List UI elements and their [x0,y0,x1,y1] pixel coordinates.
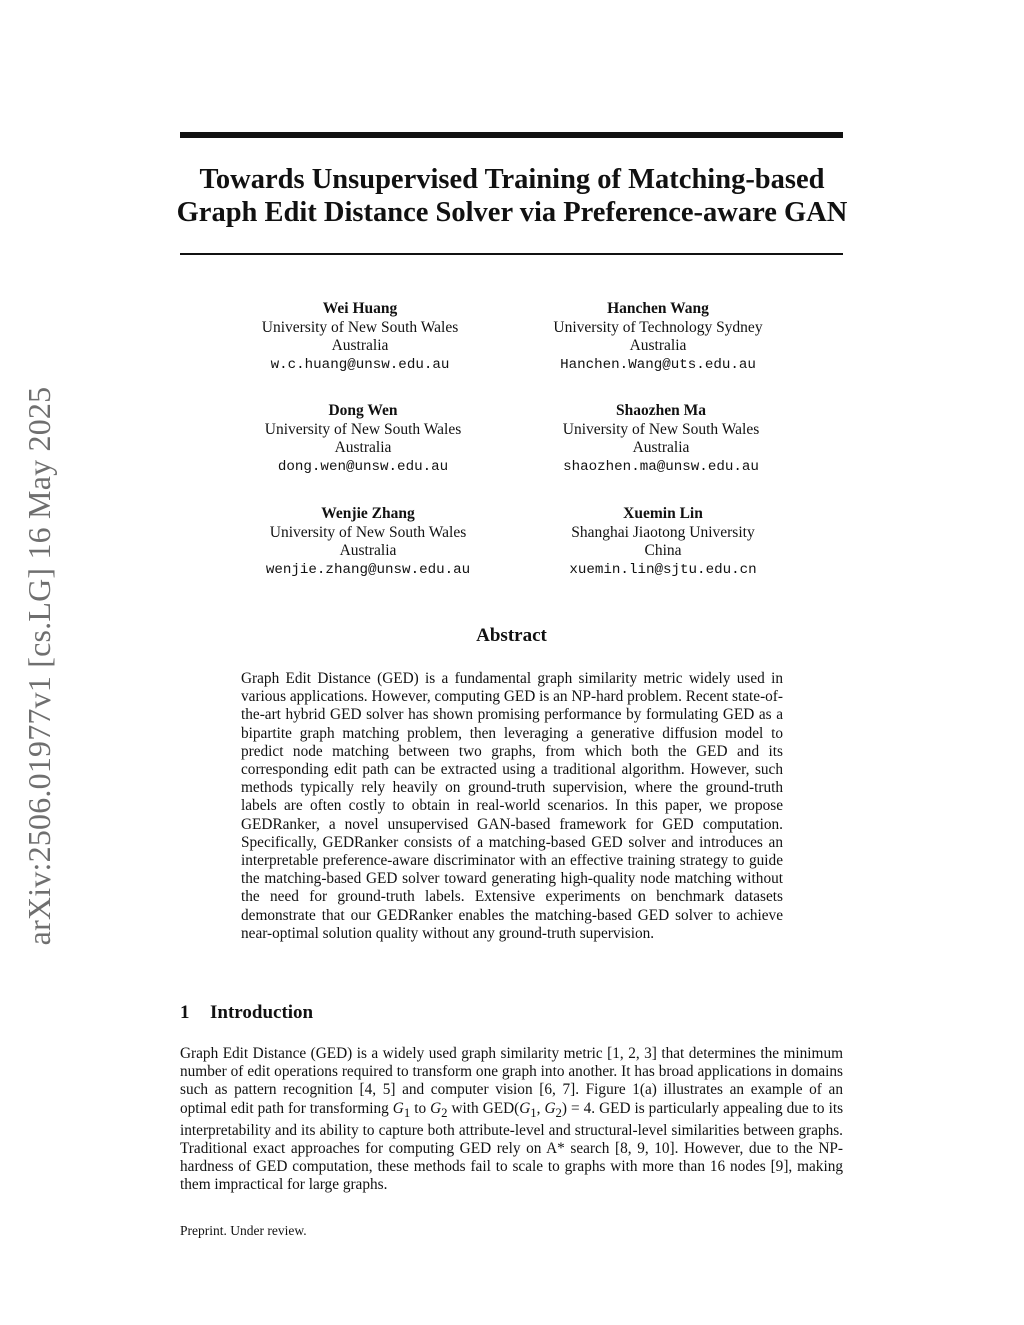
intro-text-part-1: Graph Edit Distance (GED) is a widely used graph similarity metric [1, 2, 3] that determines the minimum number of edit operations required to transform one graph into another. It has broad applications in domains such as pattern recognition [4, 5] and computer vision [6, 7]. Figure 1(a) illustrates an example of an optimal edit path for transforming [180,1045,843,1117]
author-email[interactable]: Hanchen.Wang@uts.edu.au [560,356,756,373]
author-name: Shaozhen Ma [616,402,706,419]
author-name: Xuemin Lin [623,505,703,522]
author-block [491,402,831,476]
footer-note: Preprint. Under review. [180,1223,307,1238]
intro-text-part-2: GED is particularly appealing due to its interpretability and its ability to capture both attribute-level and structural-level similarities between graphs. Traditional exact approaches for computing GED rely on A* search [8, 9, 10]. However, due to the NP-hardness of GED computation, these methods fail to scale to graphs with more than 16 nodes [9], making them impractical for large graphs. [180,1099,844,1194]
author-name: Wenjie Zhang [321,505,415,522]
author-email[interactable]: w.c.huang@unsw.edu.au [270,356,450,373]
author-country: Australia [629,337,687,354]
math-ged-comma: , [536,1099,545,1117]
title-bottom-rule [180,253,843,255]
author-country: Australia [331,337,389,354]
math-ged-arg-g1-subscript: 1 [530,1105,537,1120]
arxiv-identifier-stamp: arXiv:2506.01977v1 [cs.LG] 16 May 2025 [21,386,57,946]
math-ged-arg-g2: G [544,1099,556,1117]
author-name: Dong Wen [328,402,398,419]
author-country: Australia [334,439,392,456]
math-ged-arg-g2-subscript: 2 [555,1105,562,1120]
author-name: Wei Huang [322,300,398,317]
author-email[interactable]: dong.wen@unsw.edu.au [277,458,449,475]
author-affiliation: University of New South Wales [261,318,459,336]
section-heading-introduction [180,1002,313,1024]
intro-text-with: with GED( [447,1099,520,1117]
author-email[interactable]: wenjie.zhang@unsw.edu.au [265,561,471,578]
title-line-2: Graph Edit Distance Solver via Preference-aware GAN [176,197,848,228]
author-country: China [644,542,682,559]
math-g1-subscript: 1 [403,1105,411,1120]
title-line-1: Towards Unsupervised Training of Matching-based [199,164,825,195]
author-affiliation: Shanghai Jiaotong University [571,523,755,541]
math-g2-subscript: 2 [441,1105,448,1120]
paper-title [150,163,874,229]
math-ged-arg-g1: G [519,1099,531,1117]
author-block [198,505,538,579]
math-g1: G [392,1099,404,1117]
abstract-text: Graph Edit Distance (GED) is a fundamental graph similarity metric widely used in various applications. However, computing GED is an NP-hard problem. Recent state-of-the-art hybrid GED solver has shown promising performance by formulating GED as a bipartite graph matching problem, then leveraging a generative diffusion model to predict node matching between two graphs, from which both the GED and its corresponding edit path can be extracted using a traditional algorithm. However, such methods typically rely heavily on ground-truth supervision, where the ground-truth labels are often costly to obtain in real-world scenarios. In this paper, we propose GEDRanker, a novel unsupervised GAN-based framework for GED computation. Specifically, GEDRanker consists of a matching-based GED solver and introduces an interpretable preference-aware discriminator with an effective training strategy to guide the matching-based GED solver toward generating high-quality node matching without the need for ground-truth labels. Extensive experiments on benchmark datasets demonstrate that our GEDRanker enables the matching-based GED solver to achieve near-optimal solution quality without any ground-truth supervision. [241,670,783,942]
author-country: Australia [339,542,397,559]
abstract-heading: Abstract [476,625,547,646]
author-block [190,300,530,374]
author-block [493,505,833,579]
author-country: Australia [632,439,690,456]
section-title: Introduction [210,1002,314,1023]
author-email[interactable]: shaozhen.ma@unsw.edu.au [563,458,759,475]
section-number: 1 [180,1002,190,1023]
title-top-rule [180,132,843,138]
math-ged-result: ) = 4. [561,1099,596,1117]
introduction-paragraph [180,1045,843,1195]
author-block [488,300,828,374]
author-name: Hanchen Wang [607,300,709,317]
author-affiliation: University of Technology Sydney [553,318,763,336]
intro-text-to: to [410,1099,431,1117]
math-g2: G [430,1099,442,1117]
author-affiliation: University of New South Wales [269,523,467,541]
author-email[interactable]: xuemin.lin@sjtu.edu.cn [569,561,757,578]
author-block [193,402,533,476]
author-affiliation: University of New South Wales [264,420,462,438]
author-affiliation: University of New South Wales [562,420,760,438]
